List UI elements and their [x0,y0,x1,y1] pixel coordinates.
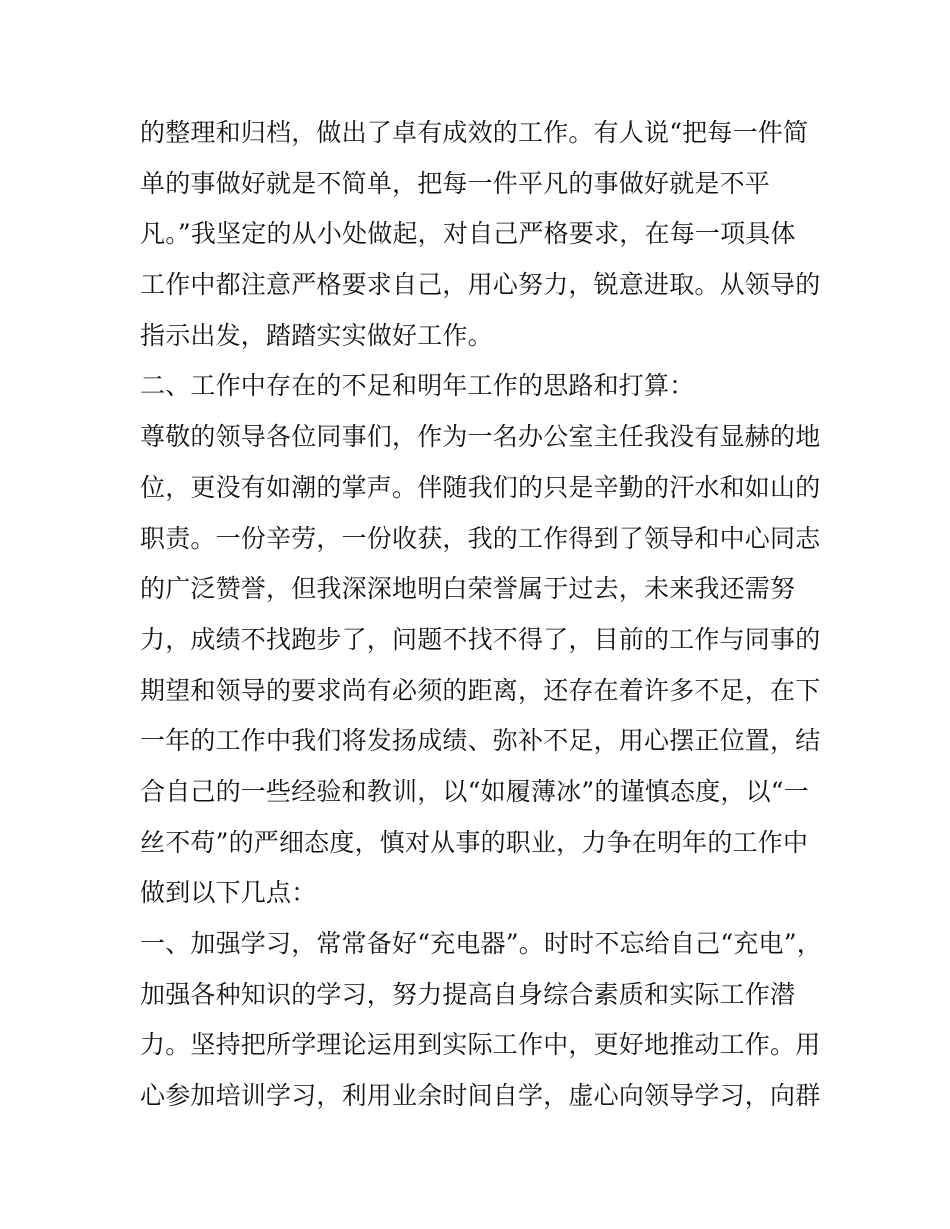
text-line: 力，成绩不找跑步了，问题不找不得了，目前的工作与同事的 [140,624,821,654]
text-line: 工作中都注意严格要求自己，用心努力，锐意进取。从领导的 [140,270,821,300]
text-line: 职责。一份辛劳，一份收获，我的工作得到了领导和中心同志 [140,523,821,553]
text-line: 力。坚持把所学理论运用到实际工作中，更好地推动工作。用 [140,1030,821,1060]
text-line: 丝不苟”的严细态度，慎对从事的职业，力争在明年的工作中 [140,827,809,857]
body-text [140,108,820,1122]
text-line: 尊敬的领导各位同事们，作为一名办公室主任我没有显赫的地 [140,422,821,452]
text-line: 的整理和归档，做出了卓有成效的工作。有人说“把每一件简 [140,118,809,147]
text-line: 指示出发，踏踏实实做好工作。 [140,320,493,350]
text-line: 凡。”我坚定的从小处做起，对自己严格要求，在每一项具体 [140,219,796,249]
text-line: 做到以下几点： [140,878,317,908]
text-line: 心参加培训学习，利用业余时间自学，虚心向领导学习，向群 [140,1081,821,1111]
section-heading: 二、工作中存在的不足和明年工作的思路和打算： [140,371,695,401]
text-line: 一年的工作中我们将发扬成绩、弥补不足，用心摆正位置，结 [140,726,821,756]
text-line: 期望和领导的要求尚有必须的距离，还存在着许多不足，在下 [140,675,821,705]
text-line: 的广泛赞誉，但我深深地明白荣誉属于过去，未来我还需努 [140,574,796,604]
text-line: 合自己的一些经验和教训，以“如履薄冰”的谨慎态度，以“一 [140,776,809,806]
text-line: 位，更没有如潮的掌声。伴随我们的只是辛勤的汗水和如山的 [140,472,821,502]
list-item-heading: 一、加强学习，常常备好“充电器”。时时不忘给自己“充电”， [140,929,822,958]
text-line: 单的事做好就是不简单，把每一件平凡的事做好就是不平 [140,168,771,198]
text-line: 加强各种知识的学习，努力提高自身综合素质和实际工作潜 [140,979,796,1009]
